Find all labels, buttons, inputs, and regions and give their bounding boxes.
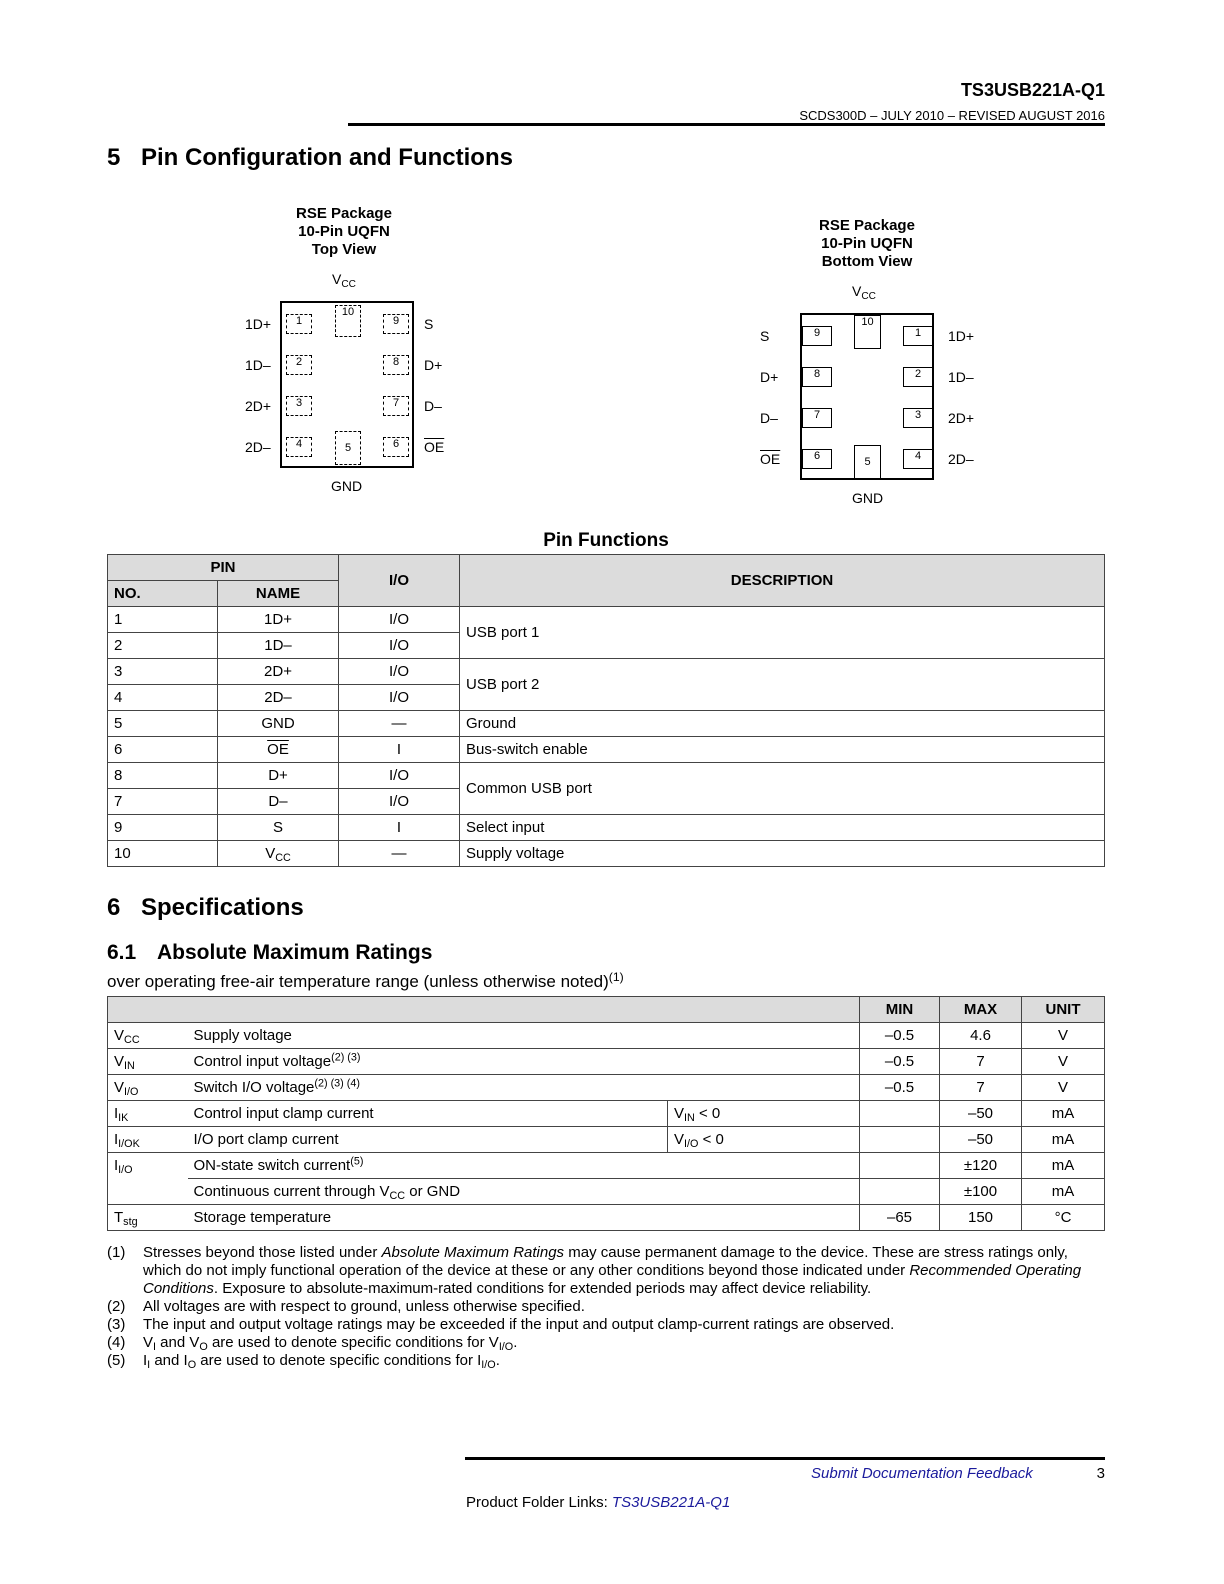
parameter: I/O port clamp current xyxy=(188,1127,668,1153)
header-rule xyxy=(348,123,1105,126)
caption-line: RSE Package xyxy=(819,217,915,234)
pin-label: D+ xyxy=(424,357,443,373)
pad-1: 1 xyxy=(903,326,933,346)
pad-8: 8 xyxy=(383,355,409,375)
caption-line: Bottom View xyxy=(821,253,913,270)
pin-label: 1D– xyxy=(245,357,271,373)
pin-description: Supply voltage xyxy=(460,841,1105,867)
pin-functions-table xyxy=(107,554,1105,867)
table-row xyxy=(108,1049,1105,1075)
max-value: –50 xyxy=(940,1127,1022,1153)
pin-io: I/O xyxy=(339,607,460,633)
pad-5: 5 xyxy=(854,445,881,479)
pin-label: 2D– xyxy=(948,451,974,467)
pad-7: 7 xyxy=(802,408,832,428)
table-row xyxy=(108,763,1105,789)
pad-8: 8 xyxy=(802,367,832,387)
header-name: NAME xyxy=(218,581,339,607)
max-value: ±120 xyxy=(940,1153,1022,1179)
table-row xyxy=(108,1153,1105,1179)
pin-no: 7 xyxy=(108,789,218,815)
section-number: 6 xyxy=(107,894,121,921)
footnote-number: (4) xyxy=(107,1334,126,1351)
pin-io: — xyxy=(339,711,460,737)
pad-10: 10 xyxy=(854,315,881,349)
pin-name: S xyxy=(218,815,339,841)
pin-description: Bus-switch enable xyxy=(460,737,1105,763)
header-description: DESCRIPTION xyxy=(460,555,1105,607)
pin-description: Common USB port xyxy=(460,763,1105,815)
pin-io: I/O xyxy=(339,659,460,685)
product-folder-link[interactable]: TS3USB221A-Q1 xyxy=(611,1494,731,1511)
header-blank xyxy=(108,997,860,1023)
max-value: 7 xyxy=(940,1075,1022,1101)
symbol: $I_{I/OK}$ xyxy=(108,1127,188,1153)
footnote xyxy=(107,1244,1105,1298)
header-max: MAX xyxy=(940,997,1022,1023)
symbol: $I_{IK}$ xyxy=(108,1101,188,1127)
pin-description: Select input xyxy=(460,815,1105,841)
pad-5: 5 xyxy=(335,431,361,465)
part-number: TS3USB221A-Q1 xyxy=(960,80,1105,100)
max-value: 4.6 xyxy=(940,1023,1022,1049)
parameter: Switch I/O voltage$^{(2) (3) (4)}$ xyxy=(188,1075,860,1101)
max-value: 7 xyxy=(940,1049,1022,1075)
section-6-1-heading xyxy=(107,941,432,965)
table-row xyxy=(108,1075,1105,1101)
pin-io: I/O xyxy=(339,789,460,815)
pin-no: 10 xyxy=(108,841,218,867)
table-row xyxy=(108,1101,1105,1127)
pin-label: D– xyxy=(424,398,442,414)
table-row xyxy=(108,841,1105,867)
header-no: NO. xyxy=(108,581,218,607)
pad-9: 9 xyxy=(383,314,409,334)
pin-no: 4 xyxy=(108,685,218,711)
footer-rule xyxy=(465,1457,1105,1460)
pad-6: 6 xyxy=(383,437,409,457)
max-value: –50 xyxy=(940,1101,1022,1127)
pin-label: 2D+ xyxy=(948,410,975,426)
product-folder-links xyxy=(466,1494,730,1511)
section-title: Pin Configuration and Functions xyxy=(141,144,513,171)
caption-line: RSE Package xyxy=(296,205,392,222)
min-value xyxy=(860,1127,940,1153)
unit: mA xyxy=(1022,1127,1105,1153)
parameter: Control input voltage$^{(2) (3)}$ xyxy=(188,1049,860,1075)
pin-name: $V_{CC}$ xyxy=(218,841,339,867)
header-min: MIN xyxy=(860,997,940,1023)
min-value xyxy=(860,1101,940,1127)
condition: $V_{I/O} < 0$ xyxy=(668,1127,860,1153)
section-number: 5 xyxy=(107,144,121,171)
symbol: $I_{I/O}$ xyxy=(108,1153,188,1205)
header-io: I/O xyxy=(339,555,460,607)
unit: mA xyxy=(1022,1179,1105,1205)
footnote-text: Stresses beyond those listed under Absolute Maximum Ratings may cause permanent damage to the device. These are stress ratings only, which do not imply functional operation of the device at these or any other conditions beyond those indicated under Recommended Operating Conditions. Exposure to absolute-maximum-rated conditions for extended periods may affect device reliability. xyxy=(143,1244,1082,1297)
pad-2: 2 xyxy=(286,355,312,375)
table-row xyxy=(108,607,1105,633)
section-title: Specifications xyxy=(141,894,304,921)
pin-no: 8 xyxy=(108,763,218,789)
pin-name: 2D– xyxy=(218,685,339,711)
pin-no: 9 xyxy=(108,815,218,841)
pad-9: 9 xyxy=(802,326,832,346)
footnote-number: (3) xyxy=(107,1316,126,1333)
parameter: Storage temperature xyxy=(188,1205,860,1231)
symbol: $V_{CC}$ xyxy=(108,1023,188,1049)
submit-feedback-link[interactable]: Submit Documentation Feedback xyxy=(811,1465,1033,1482)
max-value: 150 xyxy=(940,1205,1022,1231)
pin-label: 2D– xyxy=(245,439,271,455)
pin-io: — xyxy=(339,841,460,867)
pin-name: D– xyxy=(218,789,339,815)
pad-7: 7 xyxy=(383,396,409,416)
unit: mA xyxy=(1022,1101,1105,1127)
parameter: Continuous current through $V_{CC}$ or GND xyxy=(188,1179,860,1205)
section-title: Absolute Maximum Ratings xyxy=(157,941,433,964)
caption-line: 10-Pin UQFN xyxy=(821,235,913,252)
pin-label: $\overline{OE}$ xyxy=(760,451,781,467)
pin-label: S xyxy=(760,328,770,344)
pad-4: 4 xyxy=(286,437,312,457)
pin-no: 3 xyxy=(108,659,218,685)
unit: V xyxy=(1022,1049,1105,1075)
pin-io: I/O xyxy=(339,685,460,711)
parameter: ON-state switch current$^{(5)}$ xyxy=(188,1153,860,1179)
pin-name-text: $\overline{OE}$ xyxy=(267,741,289,758)
table-row xyxy=(108,659,1105,685)
pin-name: 2D+ xyxy=(218,659,339,685)
table-row xyxy=(108,1205,1105,1231)
pin-label: 1D– xyxy=(948,369,974,385)
max-value: ±100 xyxy=(940,1179,1022,1205)
pad-3: 3 xyxy=(286,396,312,416)
pin-no: 2 xyxy=(108,633,218,659)
min-value: –65 xyxy=(860,1205,940,1231)
parameter: Control input clamp current xyxy=(188,1101,668,1127)
footnote xyxy=(107,1298,1105,1316)
pin-label: 1D+ xyxy=(245,316,272,332)
page-number: 3 xyxy=(1096,1465,1105,1482)
min-value: –0.5 xyxy=(860,1075,940,1101)
pin-name: 1D+ xyxy=(218,607,339,633)
pad-3: 3 xyxy=(903,408,933,428)
pad-10: 10 xyxy=(335,305,361,337)
section-6-heading xyxy=(107,894,304,922)
vcc-label: $V_{CC}$ xyxy=(332,271,356,291)
unit: V xyxy=(1022,1023,1105,1049)
pin-description: USB port 1 xyxy=(460,607,1105,659)
min-value: –0.5 xyxy=(860,1049,940,1075)
product-folder-label: Product Folder Links: xyxy=(466,1494,612,1511)
footnote-text: The input and output voltage ratings may be exceeded if the input and output clamp-current ratings are observed. xyxy=(143,1316,895,1333)
footnote xyxy=(107,1316,1105,1334)
min-value xyxy=(860,1179,940,1205)
package-body xyxy=(280,301,414,468)
document-id: SCDS300D – JULY 2010 – REVISED AUGUST 2016 xyxy=(799,108,1105,123)
table-row xyxy=(108,1179,1105,1205)
pad-1: 1 xyxy=(286,314,312,334)
pin-functions-title: Pin Functions xyxy=(543,530,669,551)
footnote-text: $I_I$ and $I_O$ are used to denote specific conditions for $I_{I/O}$. xyxy=(143,1352,500,1372)
pin-description: Ground xyxy=(460,711,1105,737)
package-body xyxy=(800,313,934,480)
footnote xyxy=(107,1334,1105,1352)
pin-no: 1 xyxy=(108,607,218,633)
parameter: Supply voltage xyxy=(188,1023,860,1049)
table-row xyxy=(108,1127,1105,1153)
min-value: –0.5 xyxy=(860,1023,940,1049)
pin-name xyxy=(218,737,339,763)
pin-label: 2D+ xyxy=(245,398,272,414)
pin-label: $\overline{OE}$ xyxy=(424,439,445,455)
pinout-top-view xyxy=(230,200,470,500)
pin-no: 6 xyxy=(108,737,218,763)
table-row xyxy=(108,815,1105,841)
section-number: 6.1 xyxy=(107,941,137,964)
gnd-label: GND xyxy=(331,478,363,494)
pin-io: I xyxy=(339,815,460,841)
header-pin: PIN xyxy=(108,555,339,581)
pad-4: 4 xyxy=(903,449,933,469)
unit: °C xyxy=(1022,1205,1105,1231)
pad-6: 6 xyxy=(802,449,832,469)
pin-label: D– xyxy=(760,410,778,426)
table-row xyxy=(108,1023,1105,1049)
condition: $V_{IN} < 0$ xyxy=(668,1101,860,1127)
footnotes xyxy=(107,1244,1105,1370)
top-view-caption xyxy=(244,205,444,259)
symbol: $V_{I/O}$ xyxy=(108,1075,188,1101)
symbol: $T_{stg}$ xyxy=(108,1205,188,1231)
footnote-number: (1) xyxy=(107,1244,126,1261)
table-row xyxy=(108,711,1105,737)
pin-io: I/O xyxy=(339,763,460,789)
pin-name: D+ xyxy=(218,763,339,789)
header-unit: UNIT xyxy=(1022,997,1105,1023)
caption-line: Top View xyxy=(311,241,377,258)
footnote-text: $V_I$ and $V_O$ are used to denote specific conditions for $V_{I/O}$. xyxy=(143,1334,518,1354)
section-5-heading xyxy=(107,144,513,172)
table-row xyxy=(108,737,1105,763)
footnote-number: (2) xyxy=(107,1298,126,1315)
absolute-maximum-ratings-table xyxy=(107,996,1105,1231)
pin-no: 5 xyxy=(108,711,218,737)
unit: mA xyxy=(1022,1153,1105,1179)
pin-name: 1D– xyxy=(218,633,339,659)
pin-io: I/O xyxy=(339,633,460,659)
pinout-bottom-view xyxy=(752,212,992,512)
pin-description: USB port 2 xyxy=(460,659,1105,711)
pin-label: S xyxy=(424,316,434,332)
bottom-view-caption xyxy=(767,217,967,271)
gnd-label: GND xyxy=(852,490,884,506)
vcc-label: $V_{CC}$ xyxy=(852,283,876,303)
section-subtitle: over operating free-air temperature range (unless otherwise noted)$^{(1)}$ xyxy=(107,969,624,991)
unit: V xyxy=(1022,1075,1105,1101)
pin-label: D+ xyxy=(760,369,779,385)
pad-2: 2 xyxy=(903,367,933,387)
footnote-text: All voltages are with respect to ground, unless otherwise specified. xyxy=(143,1298,585,1315)
footnote xyxy=(107,1352,1105,1370)
caption-line: 10-Pin UQFN xyxy=(298,223,390,240)
pin-label: 1D+ xyxy=(948,328,975,344)
pin-io: I xyxy=(339,737,460,763)
pin-name: GND xyxy=(218,711,339,737)
min-value xyxy=(860,1153,940,1179)
footnote-number: (5) xyxy=(107,1352,126,1369)
symbol: $V_{IN}$ xyxy=(108,1049,188,1075)
